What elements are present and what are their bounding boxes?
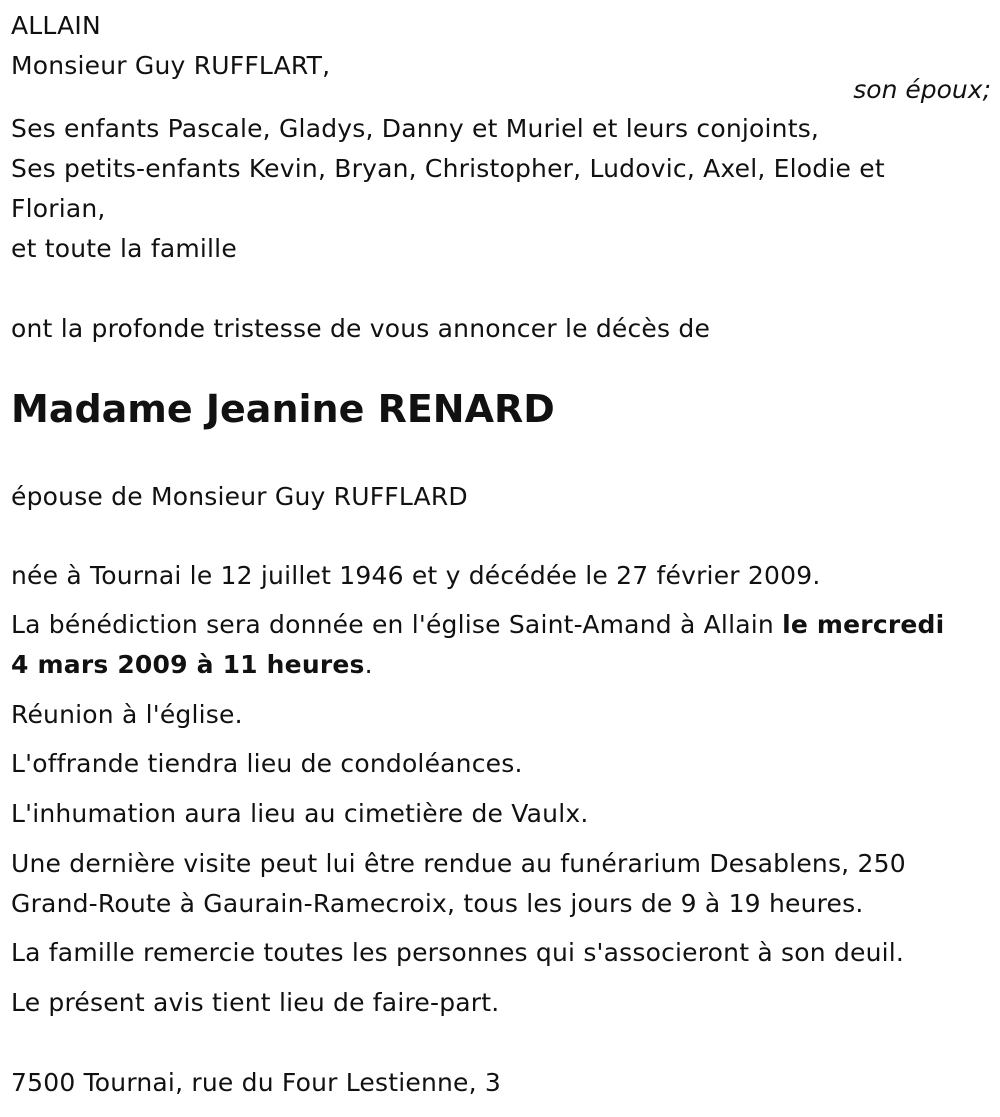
ceremony-line-1 (11, 605, 944, 645)
offering-text: L'offrande tiendra lieu de condoléances. (11, 749, 523, 778)
children-line: Ses enfants Pascale, Gladys, Danny et Muriel et leurs conjoints, (11, 114, 820, 143)
visit-line-1: Une dernière visite peut lui être rendue au funérarium Desablens, 250 (11, 849, 906, 878)
address-text: 7500 Tournai, rue du Four Lestienne, 3 (11, 1068, 502, 1097)
spouse-role: son époux; (853, 75, 991, 104)
ceremony-line-2 (11, 645, 373, 685)
burial-text: L'inhumation aura lieu au cimetière de Vaulx. (11, 799, 589, 828)
place-name: ALLAIN (11, 11, 101, 40)
spouse-of-text: épouse de Monsieur Guy RUFFLARD (11, 482, 468, 511)
ceremony-date-part1: le mercredi (782, 610, 945, 639)
announcement-text: ont la profonde tristesse de vous annoncer le décès de (11, 314, 711, 343)
ceremony-text: La bénédiction sera donnée en l'église Saint-Amand à Allain (11, 610, 783, 639)
family-line: et toute la famille (11, 234, 237, 263)
thanks-text: La famille remercie toutes les personnes qui s'associeront à son deuil. (11, 938, 905, 967)
spouse-name: Monsieur Guy RUFFLART, (11, 51, 331, 80)
visit-line-2: Grand-Route à Gaurain-Ramecroix, tous les jours de 9 à 19 heures. (11, 889, 864, 918)
birth-death-text: née à Tournai le 12 juillet 1946 et y décédée le 27 février 2009. (11, 561, 821, 590)
notice-text: Le présent avis tient lieu de faire-part. (11, 988, 500, 1017)
ceremony-end: . (364, 650, 373, 679)
grandchildren-line-2: Florian, (11, 194, 106, 223)
meeting-text: Réunion à l'église. (11, 700, 243, 729)
deceased-name: Madame Jeanine RENARD (11, 387, 555, 431)
ceremony-date-part2: 4 mars 2009 à 11 heures (11, 650, 365, 679)
grandchildren-line-1: Ses petits-enfants Kevin, Bryan, Christopher, Ludovic, Axel, Elodie et (11, 154, 885, 183)
